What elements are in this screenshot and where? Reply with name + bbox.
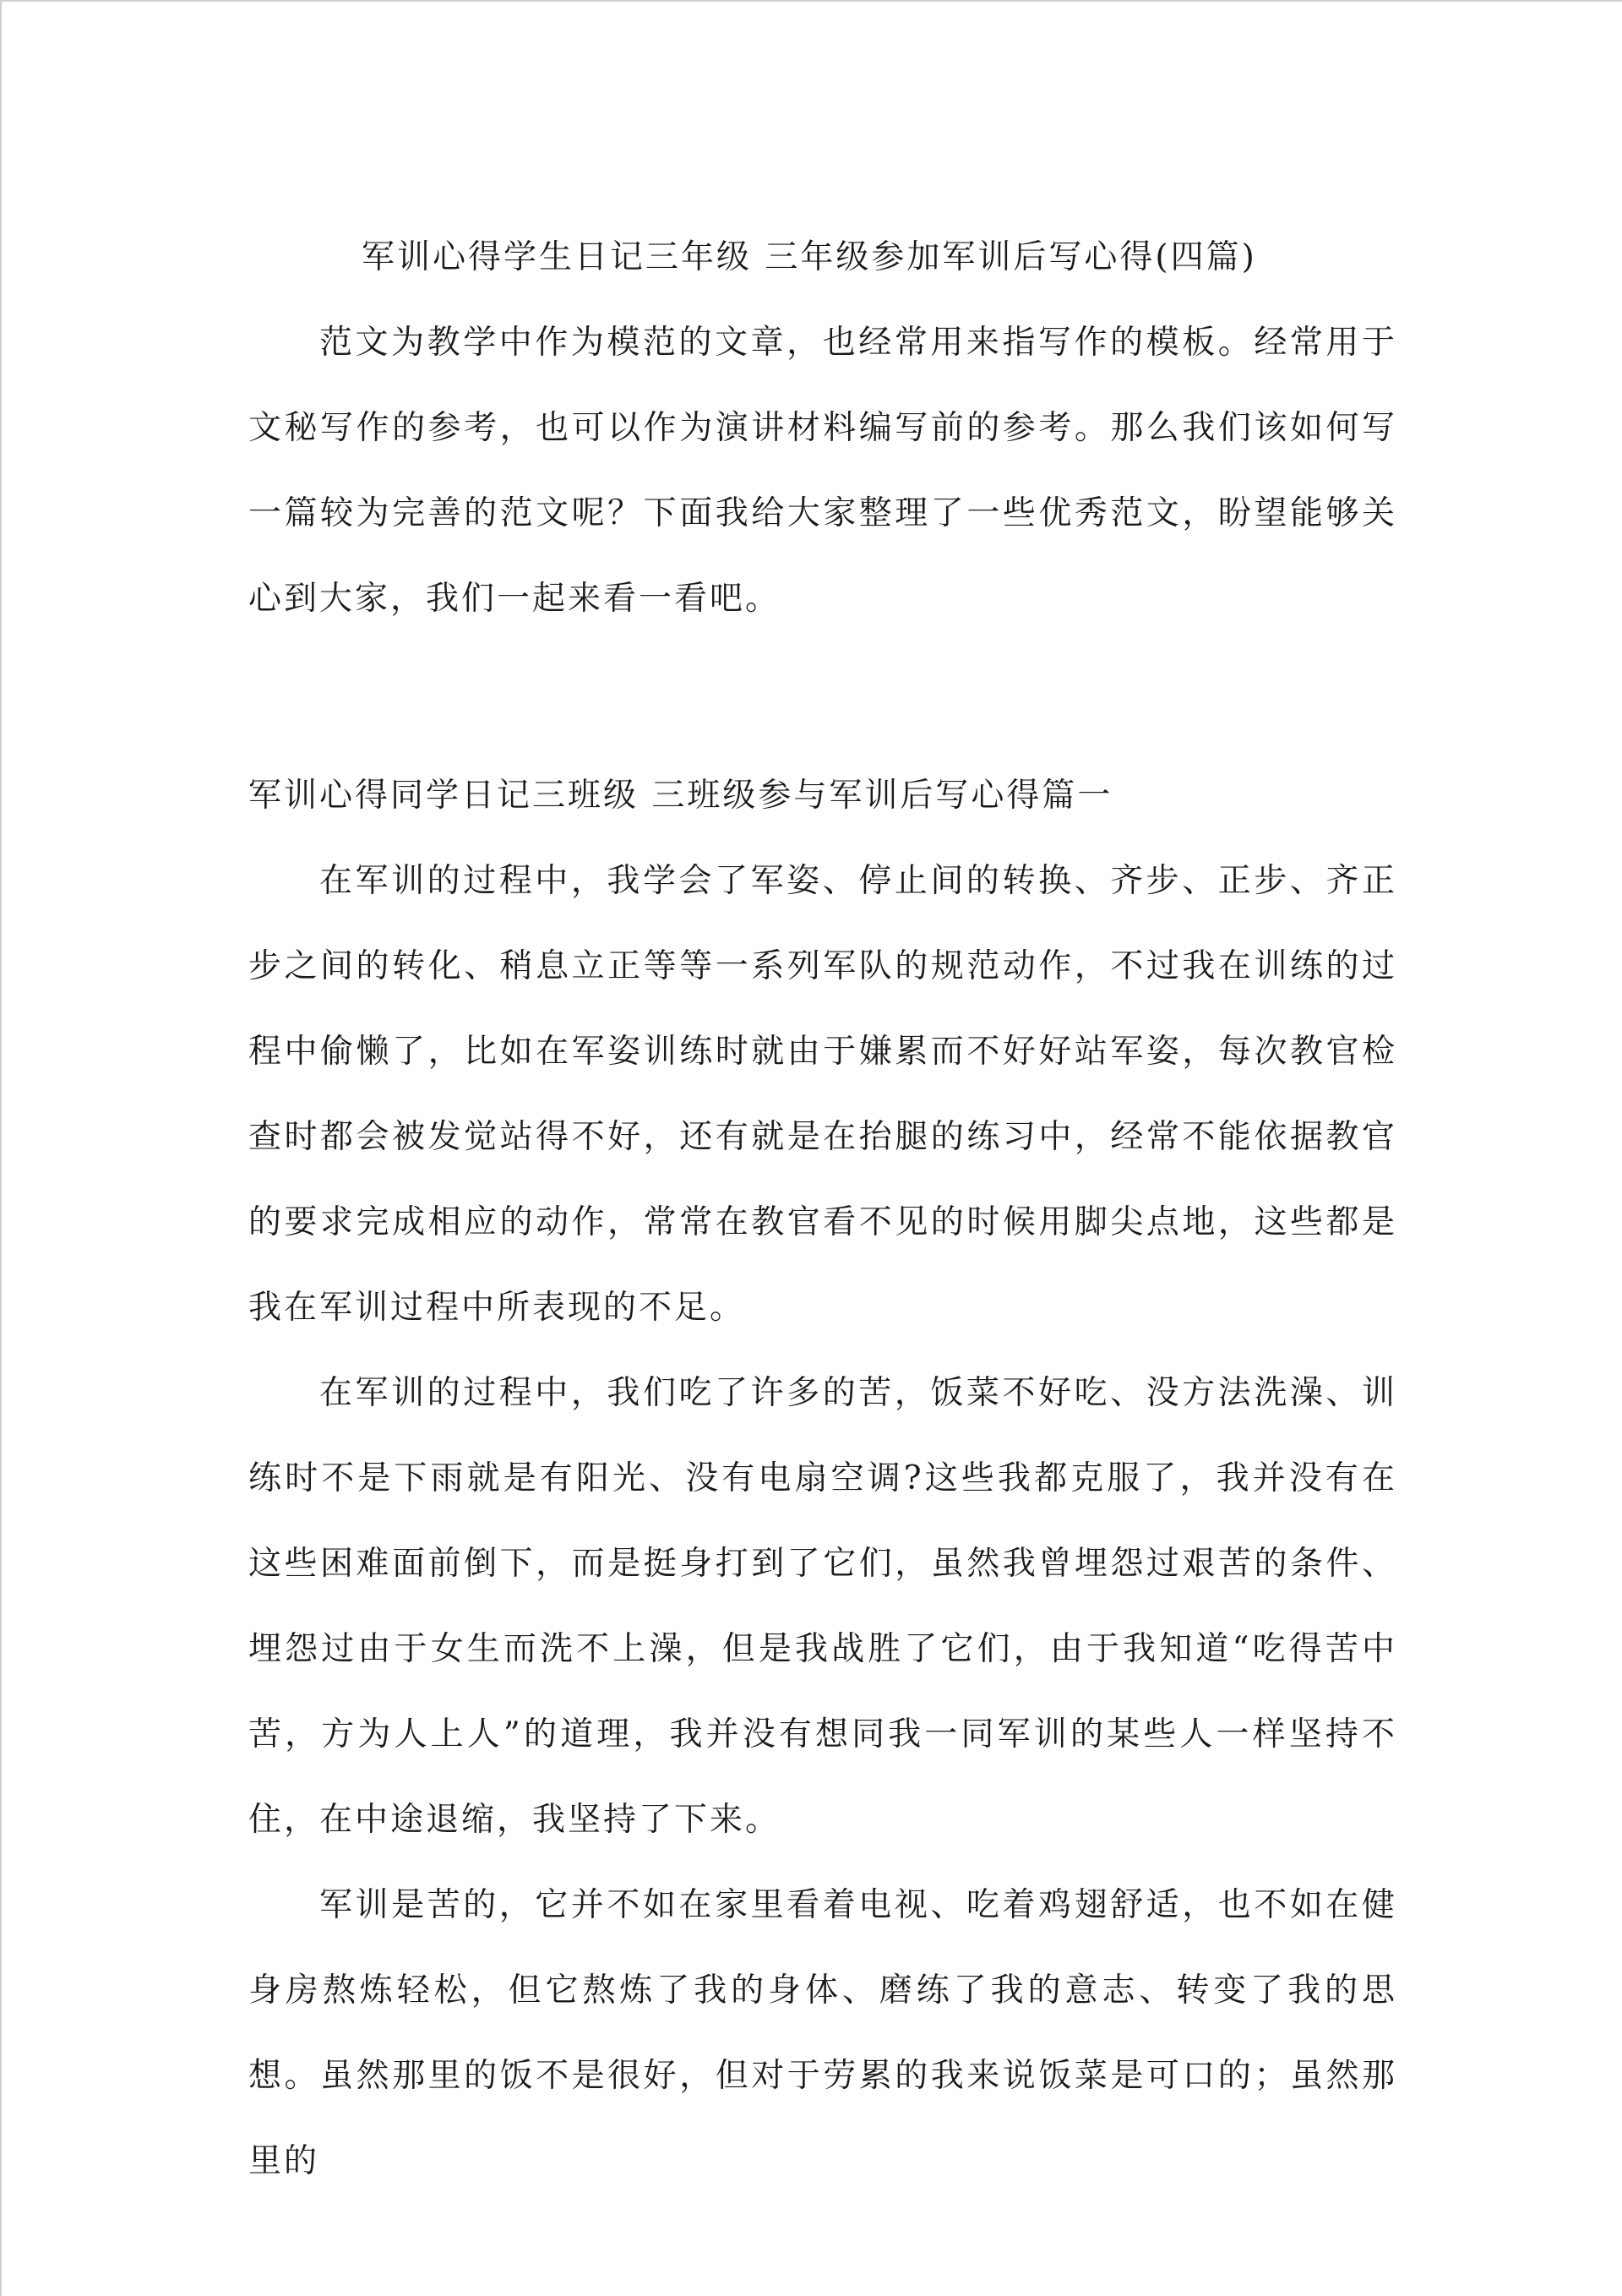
body-paragraph-1: 在军训的过程中，我学会了军姿、停止间的转换、齐步、正步、齐正步之间的转化、稍息立正等等一系列军队的规范动作，不过我在训练的过程中偷懒了，比如在军姿训练时就由于嫌累而不好好站军姿，每次教官检查时都会被发觉站得不好，还有就是在抬腿的练习中，经常不能依据教官的要求完成相应的动作，常常在教官看不见的时候用脚尖点地，这些都是我在军训过程中所表现的不足。 xyxy=(248,862,1397,1327)
body-paragraph-2: 在军训的过程中，我们吃了许多的苦，饭菜不好吃、没方法洗澡、训练时不是下雨就是有阳光、没有电扇空调?这些我都克服了，我并没有在这些困难面前倒下，而是挺身打到了它们，虽然我曾埋怨过艰苦的条件、埋怨过由于女生而洗不上澡，但是我战胜了它们，由于我知道“吃得苦中苦，方为人上人”的道理，我并没有想同我一同军训的某些人一样坚持不住，在中途退缩，我坚持了下来。 xyxy=(248,1374,1397,1839)
document-title: 军训心得学生日记三年级 三年级参加军训后写心得(四篇) xyxy=(362,238,1257,276)
intro-paragraph: 范文为教学中作为模范的文章，也经常用来指写作的模板。经常用于文秘写作的参考，也可以作为演讲材料编写前的参考。那么我们该如何写一篇较为完善的范文呢？下面我给大家整理了一些优秀范文，盼望能够关心到大家，我们一起来看一看吧。 xyxy=(248,324,1397,618)
document-body xyxy=(248,215,1397,2204)
body-paragraph-3: 军训是苦的，它并不如在家里看着电视、吃着鸡翅舒适，也不如在健身房熬炼轻松，但它熬炼了我的身体、磨练了我的意志、转变了我的思想。虽然那里的饭不是很好，但对于劳累的我来说饭菜是可口的；虽然那里的 xyxy=(248,1886,1397,2180)
section-heading: 军训心得同学日记三班级 三班级参与军训后写心得篇一 xyxy=(248,777,1113,815)
